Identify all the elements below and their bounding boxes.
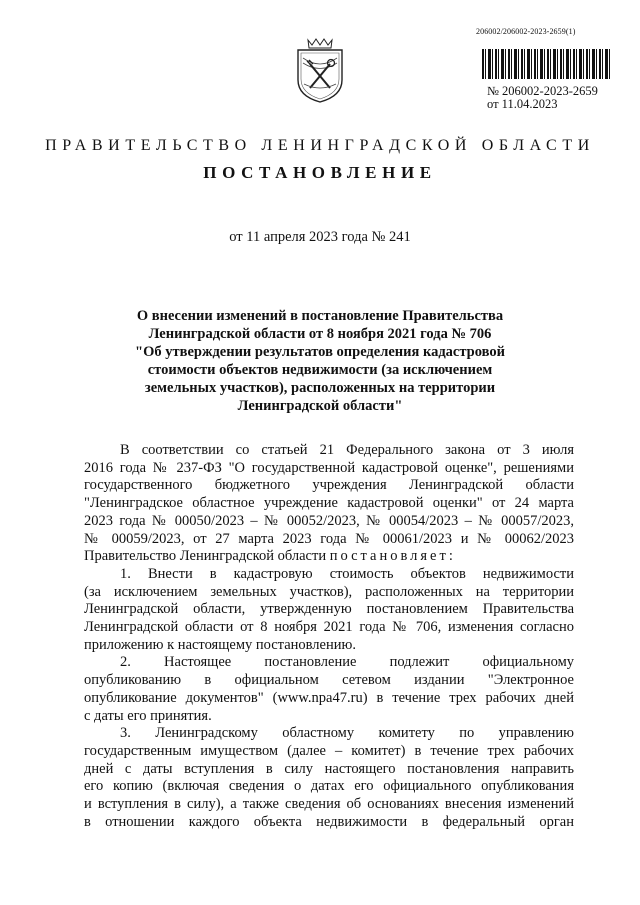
preamble-line: № 00059/2023, от 27 марта 2023 года № 00061/2023 и № 00062/2023 — [84, 530, 574, 547]
paragraph-3-line: его копию (включая сведения о датах его официального опубликования — [84, 778, 574, 795]
document-type: ПОСТАНОВЛЕНИЕ — [203, 163, 437, 182]
paragraph-2-line: 2. Настоящее постановление подлежит официальному — [120, 654, 574, 671]
document-code: 206002/206002-2023-2659(1) — [476, 27, 576, 36]
title-line: Ленинградской области" — [237, 398, 403, 415]
preamble-resolution-line — [84, 548, 574, 566]
paragraph-3-line: государственным имуществом (далее – комитет) в течение трех рабочих — [84, 742, 574, 759]
preamble-line: государственного бюджетного учреждения Ленинградской области — [84, 477, 574, 494]
paragraph-3-line: дней с даты вступления в силу настоящего постановления направить — [84, 760, 574, 777]
title-line: земельных участков), расположенных на территории — [144, 380, 496, 397]
resolves-word: постановляет: — [329, 548, 456, 565]
registration-number: № 206002-2023-2659 — [487, 84, 598, 98]
organization-name: ПРАВИТЕЛЬСТВО ЛЕНИНГРАДСКОЙ ОБЛАСТИ — [45, 137, 595, 154]
paragraph-2-line: опубликованию в официальном сетевом издании "Электронное — [84, 672, 574, 689]
preamble-line: "Ленинградское областное учреждение кадастровой оценки" от 24 марта — [84, 495, 574, 512]
paragraph-3-line: в отношении каждого объекта недвижимости в федеральный орган — [84, 813, 574, 830]
document-date-number: от 11 апреля 2023 года № 241 — [229, 229, 411, 245]
paragraph-2-line: с даты его принятия. — [84, 707, 212, 724]
document-body — [84, 442, 574, 831]
preamble-prefix: Правительство Ленинградской области — [84, 548, 330, 565]
preamble-line: В соответствии со статьей 21 Федерального закона от 3 июля — [120, 442, 574, 458]
paragraph-3-line: 3. Ленинградскому областному комитету по управлению — [120, 725, 574, 742]
paragraph-1-line: (за исключением земельных участков), расположенных на территории — [84, 583, 574, 600]
paragraph-1-line: приложению к настоящему постановлению. — [84, 636, 356, 653]
paragraph-3-line: и вступления в силу), а также сведения об основаниях внесения изменений — [84, 796, 574, 813]
preamble-line: 2023 года № 00050/2023 – № 00052/2023, № 00054/2023 – № 00057/2023, — [84, 512, 574, 529]
coat-of-arms-icon — [290, 36, 350, 104]
barcode — [482, 49, 610, 79]
title-line: "Об утверждении результатов определения кадастровой — [135, 344, 505, 361]
registration-date: от 11.04.2023 — [487, 97, 558, 111]
preamble-line: 2016 года № 237-ФЗ "О государственной кадастровой оценке", решениями — [84, 459, 574, 476]
document-title — [120, 307, 520, 416]
title-line: Ленинградской области от 8 ноября 2021 года № 706 — [148, 326, 492, 343]
title-line: О внесении изменений в постановление Правительства — [136, 308, 504, 324]
paragraph-2-line: опубликование документов" (www.npa47.ru) в течение трех рабочих дней — [84, 689, 574, 706]
paragraph-1-line: 1. Внести в кадастровую стоимость объектов недвижимости — [120, 565, 574, 582]
title-line: стоимости объектов недвижимости (за исключением — [147, 362, 493, 379]
paragraph-1-line: Ленинградской области от 8 ноября 2021 года № 706, изменения согласно — [84, 619, 574, 636]
paragraph-1-line: Ленинградской области, утвержденную постановлением Правительства — [84, 601, 574, 618]
